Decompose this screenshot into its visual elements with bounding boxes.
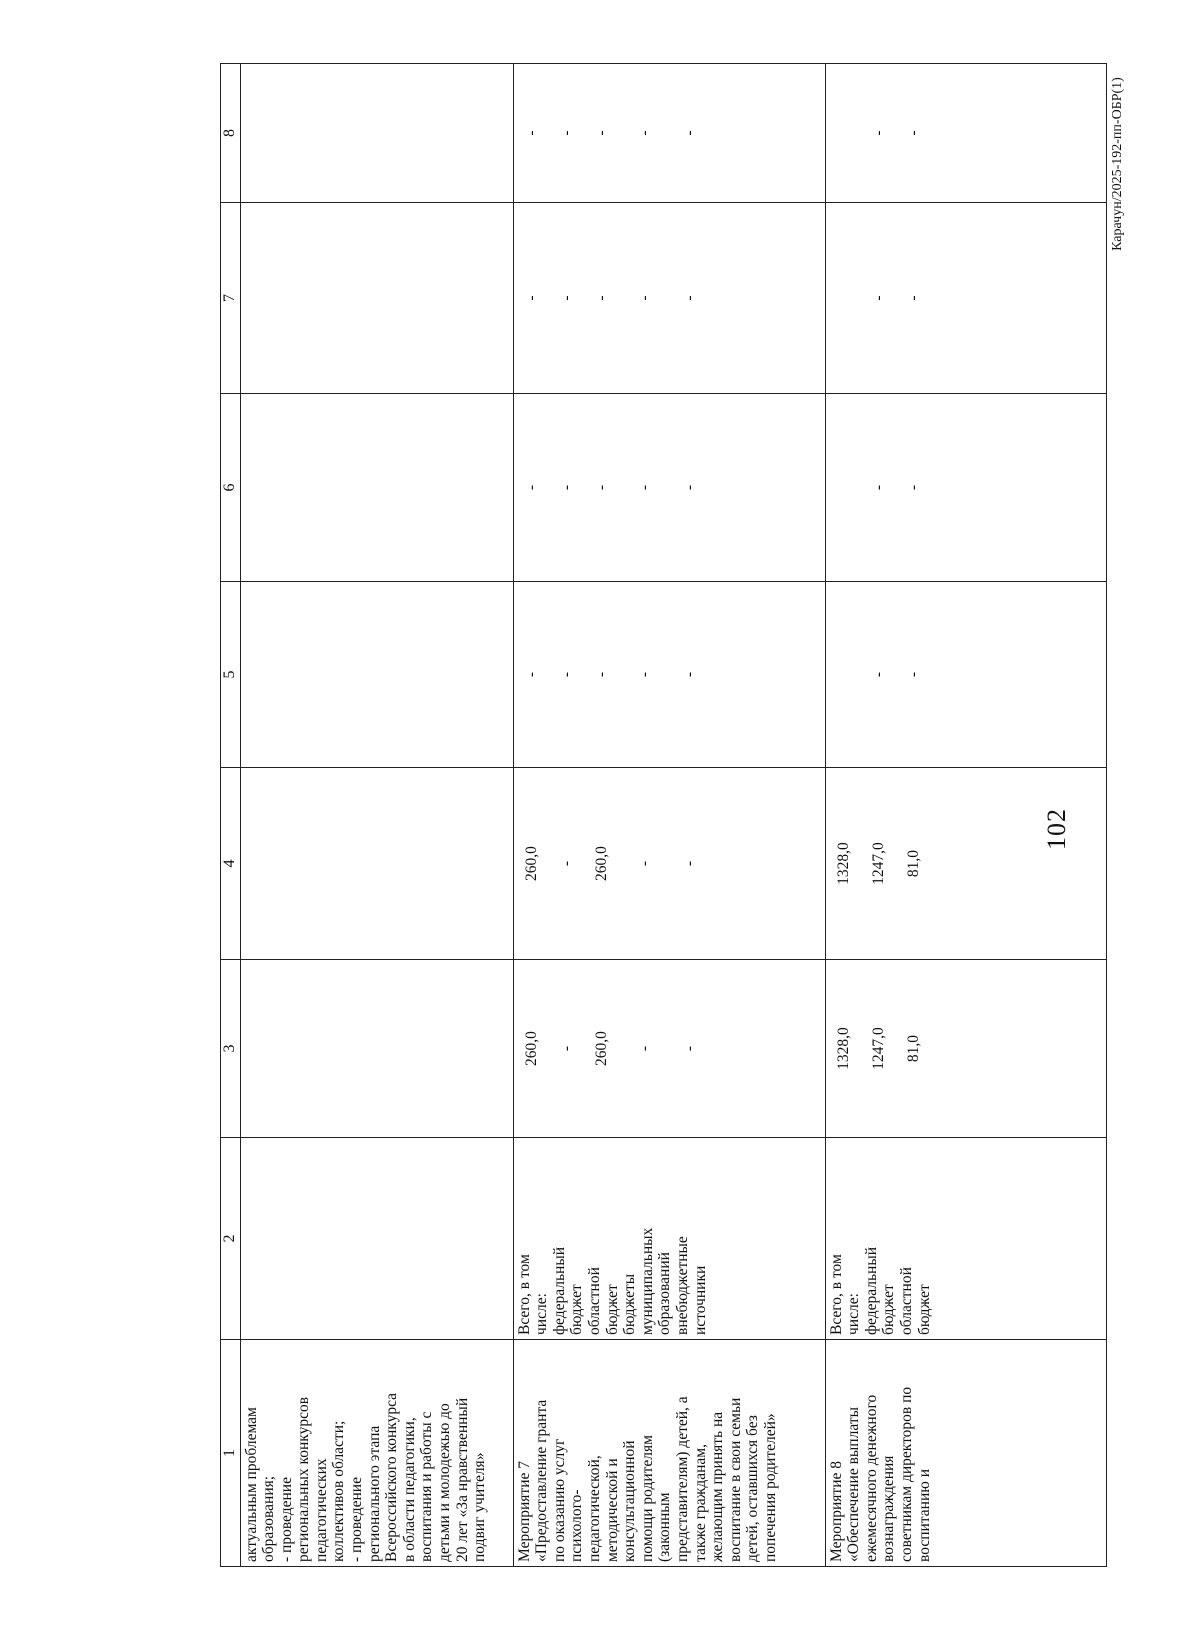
funding-source-line: федеральный [550, 1246, 568, 1335]
funding-value: - [680, 860, 698, 867]
activity-name-line: подвиг учителя» [471, 1452, 489, 1562]
funding-value: - [522, 671, 540, 678]
funding-value: - [557, 295, 575, 301]
funding-value: - [680, 130, 698, 136]
funding-source [516, 1141, 551, 1335]
activity-name-line: детьми и молодежью до [436, 1403, 454, 1562]
funding-value: - [557, 130, 575, 136]
funding-value: 81,0 [905, 1034, 923, 1063]
value-cell-col-6 [240, 394, 513, 582]
activity-name-line: Мероприятие 7 [515, 1461, 533, 1562]
funding-value: 1328,0 [834, 842, 852, 885]
page-number: 102 [1042, 808, 1071, 850]
value-cell-col-4 [513, 768, 825, 960]
activity-name-line: образования; [260, 1475, 278, 1562]
funding-value: 1247,0 [869, 842, 887, 885]
value-cell-col-3 [240, 960, 513, 1138]
funding-source-line: Всего, в том [515, 1254, 533, 1335]
funding-source [674, 1141, 709, 1335]
activity-name-line: (законным [656, 1492, 674, 1562]
activity-name-line: «Предоставление гранта [533, 1399, 551, 1562]
funding-source-line: бюджет [603, 1284, 621, 1335]
table-row [240, 64, 513, 1567]
activity-name-line: региональных конкурсов [295, 1396, 313, 1562]
funding-source [621, 1141, 674, 1335]
funding-value: - [592, 295, 610, 301]
column-header: 4 [221, 768, 241, 960]
activity-name-line: вознаграждения [880, 1455, 898, 1562]
value-cell-col-5 [825, 582, 1106, 768]
funding-source-line: Всего, в том [827, 1254, 845, 1335]
funding-source [863, 1141, 898, 1335]
funding-value: - [557, 671, 575, 678]
funding-value: - [636, 484, 654, 491]
activity-name-line: желающим принять на [709, 1411, 727, 1562]
activity-name-line: психолого- [568, 1489, 586, 1562]
funding-source-line: муниципальных [638, 1227, 656, 1335]
funding-source-cell [513, 1138, 825, 1340]
activity-name-line: детей, оставшихся без [744, 1415, 762, 1562]
activity-name-line: методической и [603, 1458, 621, 1562]
funding-value: - [869, 671, 887, 678]
funding-value: - [905, 484, 923, 491]
funding-value: - [636, 295, 654, 301]
activity-name-line: по оказанию услуг [550, 1438, 568, 1562]
funding-source-line: образований [656, 1252, 674, 1335]
funding-value: - [869, 295, 887, 301]
funding-value: - [557, 860, 575, 867]
column-header: 2 [221, 1138, 241, 1340]
activity-name-line: регионального этапа [365, 1425, 383, 1562]
funding-value: - [680, 295, 698, 301]
funding-source [586, 1141, 621, 1335]
column-header: 7 [221, 203, 241, 394]
funding-value: 1328,0 [834, 1027, 852, 1070]
activity-name-line: Всероссийского конкурса [383, 1392, 401, 1562]
funding-value: - [905, 130, 923, 136]
value-cell-col-5 [240, 582, 513, 768]
funding-value: 81,0 [905, 849, 923, 878]
activity-name-line: воспитания и работы с [418, 1411, 436, 1562]
funding-source-line: областной [898, 1267, 916, 1335]
activity-name-line: помощи родителям [638, 1435, 656, 1562]
funding-source [828, 1141, 863, 1335]
funding-value: - [636, 1045, 654, 1052]
funding-value: - [905, 295, 923, 301]
activity-name-line: в области педагогики, [400, 1417, 418, 1562]
funding-value: - [905, 671, 923, 678]
funding-value: - [869, 484, 887, 491]
activity-name-line: воспитанию и [915, 1469, 933, 1562]
value-cell-col-3 [825, 960, 1106, 1138]
funding-source-line: областной [585, 1267, 603, 1335]
activity-name-line: воспитание в свои семьи [726, 1397, 744, 1562]
funding-source-line: числе: [533, 1293, 551, 1335]
funding-value: - [869, 130, 887, 136]
activity-name-line: 20 лет «За нравственный [453, 1397, 471, 1562]
funding-value: 260,0 [522, 1031, 540, 1066]
activity-name-line: «Обеспечение выплаты [845, 1406, 863, 1562]
value-cell-col-5 [513, 582, 825, 768]
column-header: 8 [221, 64, 241, 203]
value-cell-col-8 [513, 64, 825, 203]
funding-value: - [592, 130, 610, 136]
funding-value: 260,0 [522, 846, 540, 881]
value-cell-col-3 [513, 960, 825, 1138]
activity-name-line: консультационной [621, 1440, 639, 1562]
value-cell-col-8 [825, 64, 1106, 203]
value-cell-col-7 [513, 203, 825, 394]
funding-value [826, 203, 861, 393]
value-cell-col-7 [825, 203, 1106, 394]
value-cell-col-6 [513, 394, 825, 582]
activity-name-line: - проведение [277, 1477, 295, 1562]
table-row [513, 64, 825, 1567]
header-row [221, 64, 241, 1567]
activity-name-line: педагогических [312, 1458, 330, 1562]
funding-source-line: бюджет [568, 1284, 586, 1335]
activity-name-cell [825, 1340, 1106, 1567]
funding-value: 260,0 [592, 1031, 610, 1066]
value-cell-col-4 [240, 768, 513, 960]
funding-value: - [636, 130, 654, 136]
activity-name-line: актуальным проблемам [242, 1407, 260, 1562]
funding-value: 260,0 [592, 846, 610, 881]
activity-name-line: попечения родителей» [761, 1413, 779, 1562]
activity-name-line: представителям) детей, а [673, 1396, 691, 1562]
activity-name-line: советникам директоров по [898, 1386, 916, 1562]
funding-source-cell [240, 1138, 513, 1340]
activity-name-line: коллективов области; [330, 1420, 348, 1562]
funding-source-line: бюджет [915, 1284, 933, 1335]
funding-value: - [557, 484, 575, 491]
activity-name-line: Мероприятие 8 [827, 1461, 845, 1562]
activity-name-line: педагогической, [585, 1455, 603, 1562]
column-header: 1 [221, 1340, 241, 1567]
table-row [825, 64, 1106, 1567]
funding-value: - [522, 130, 540, 136]
funding-value: - [680, 1045, 698, 1052]
funding-source [551, 1141, 586, 1335]
funding-source-line: бюджет [880, 1284, 898, 1335]
activity-name-line: - проведение [348, 1477, 366, 1562]
funding-source-line: бюджеты [621, 1273, 639, 1335]
funding-value: - [680, 484, 698, 491]
funding-value: - [557, 1045, 575, 1052]
funding-value [826, 582, 861, 767]
column-header: 3 [221, 960, 241, 1138]
funding-value: - [592, 484, 610, 491]
funding-value: - [522, 484, 540, 491]
funding-value: - [636, 671, 654, 678]
activity-name-cell [513, 1340, 825, 1567]
value-cell-col-7 [240, 203, 513, 394]
value-cell-col-8 [240, 64, 513, 203]
column-header: 6 [221, 394, 241, 582]
activity-name-line: ежемесячного денежного [862, 1394, 880, 1562]
budget-table [220, 63, 1107, 1567]
funding-value [826, 394, 861, 581]
funding-source-line: внебюджетные [673, 1236, 691, 1335]
funding-value: 1247,0 [869, 1027, 887, 1070]
column-header: 5 [221, 582, 241, 768]
document-reference: Карачун/2025-192-пп-ОБР(1) [1110, 77, 1125, 251]
funding-value: - [636, 860, 654, 867]
activity-name-line: также гражданам, [691, 1444, 709, 1562]
funding-source-line: числе: [845, 1293, 863, 1335]
activity-name-cell [240, 1340, 513, 1567]
funding-source-cell [825, 1138, 1106, 1340]
funding-value: - [522, 295, 540, 301]
funding-value: - [680, 671, 698, 678]
funding-source-line: федеральный [862, 1246, 880, 1335]
value-cell-col-4 [825, 768, 1106, 960]
funding-source [898, 1141, 933, 1335]
funding-value: - [592, 671, 610, 678]
value-cell-col-6 [825, 394, 1106, 582]
funding-source-line: источники [691, 1265, 709, 1335]
funding-value [826, 64, 861, 202]
